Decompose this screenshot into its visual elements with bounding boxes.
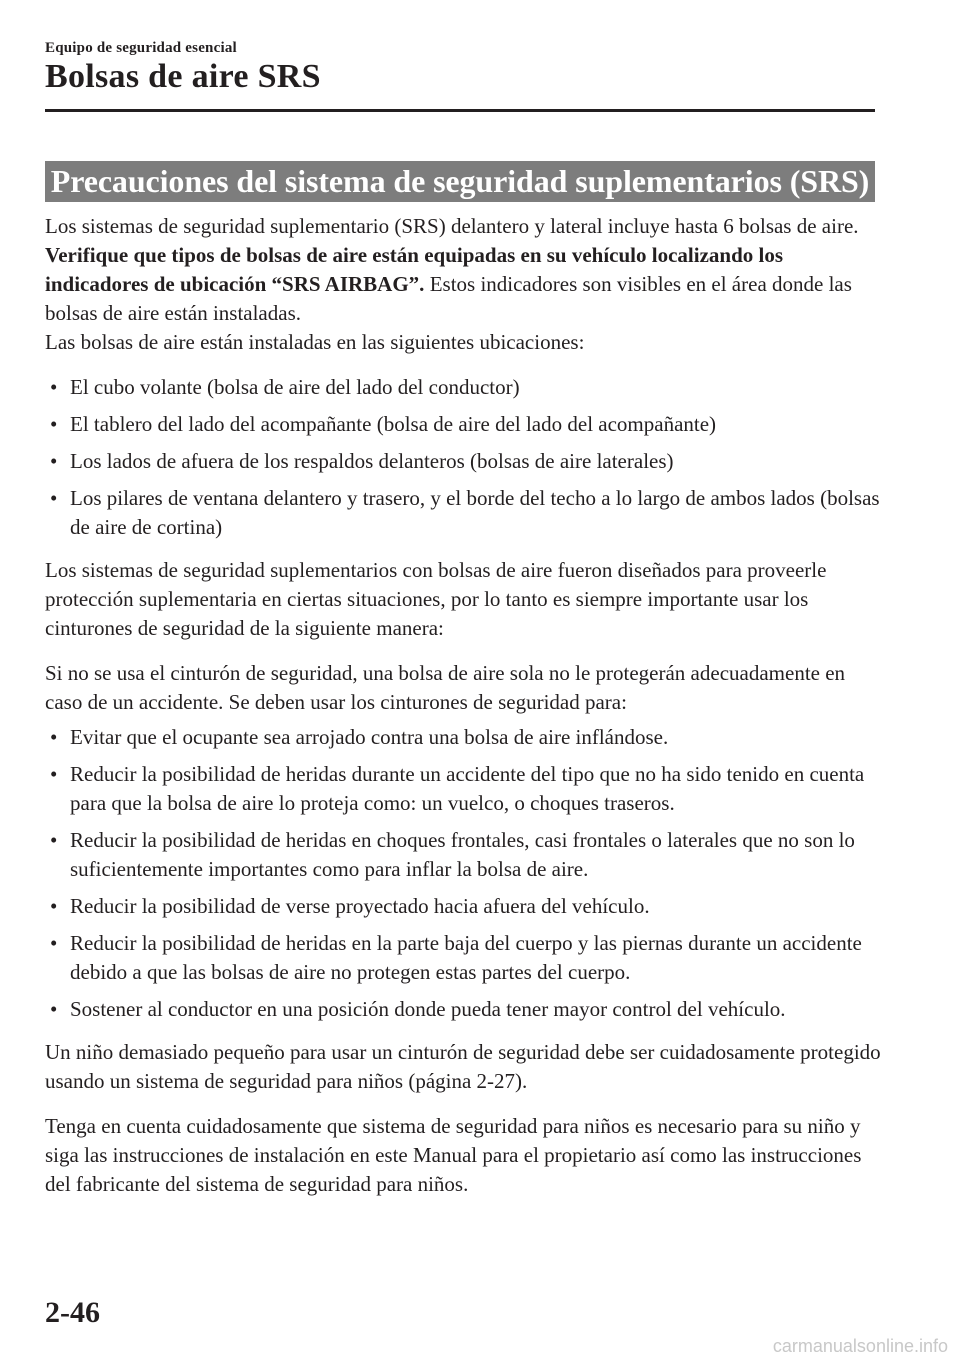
watermark: carmanualsonline.info bbox=[772, 1336, 948, 1356]
intro-text-end: Estos indicadores son visibles en el área donde las bolsas de aire están instaladas. bbox=[45, 272, 852, 325]
list-item: • Reducir la posibilidad de heridas en choques frontales, casi frontales o laterales que no son lo suficientemente importantes como para inflar la bolsa de aire. bbox=[50, 828, 855, 881]
bullet-icon: • bbox=[50, 931, 58, 955]
chapter-title: Bolsas de aire SRS bbox=[45, 58, 321, 95]
intro-emphasis: Verifique que tipos de bolsas de aire están equipadas en su vehículo localizando los indicadores de ubicación “SRS AIRBAG”. bbox=[45, 243, 784, 296]
bullet-icon: • bbox=[50, 725, 58, 749]
belt-reasons-list bbox=[45, 723, 885, 1024]
locations-lead: Las bolsas de aire están instaladas en las siguientes ubicaciones: bbox=[45, 330, 585, 354]
list-item: • Los pilares de ventana delantero y trasero, y el borde del techo a lo largo de ambos lados (bolsas de aire de cortina) bbox=[50, 486, 880, 539]
bullet-icon: • bbox=[50, 449, 58, 473]
bullet-icon: • bbox=[50, 828, 58, 852]
body-content bbox=[45, 212, 885, 1199]
bullet-icon: • bbox=[50, 762, 58, 786]
design-paragraph: Los sistemas de seguridad suplementarios con bolsas de aire fueron diseñados para proveerle protección suplementaria en ciertas situaciones, por lo tanto es siempre importante usar los cinturones de seguridad de la siguiente manera: bbox=[45, 558, 827, 640]
bullet-icon: • bbox=[50, 894, 58, 918]
belt-paragraph: Si no se usa el cinturón de seguridad, una bolsa de aire sola no le protegerán adecuadamente en caso de un accidente. Se deben usar los cinturones de seguridad para: bbox=[45, 661, 846, 714]
list-item: • Reducir la posibilidad de heridas en la parte baja del cuerpo y las piernas durante un accidente debido a que las bolsas de aire no protegen estas partes del cuerpo. bbox=[50, 931, 862, 984]
list-item: • Sostener al conductor en una posición donde pueda tener mayor control del vehículo. bbox=[45, 995, 885, 1024]
bullet-icon: • bbox=[50, 375, 58, 399]
list-item: • Los lados de afuera de los respaldos delanteros (bolsas de aire laterales) bbox=[45, 447, 885, 476]
bullet-icon: • bbox=[50, 486, 58, 510]
bullet-icon: • bbox=[50, 997, 58, 1021]
instructions-paragraph: Tenga en cuenta cuidadosamente que sistema de seguridad para niños es necesario para su niño y siga las instrucciones de instalación en este Manual para el propietario así como las instrucciones del fabricante del sistema de seguridad para niños. bbox=[45, 1114, 862, 1196]
intro-text: Los sistemas de seguridad suplementario (SRS) delantero y lateral incluye hasta 6 bolsas de aire. bbox=[45, 214, 859, 238]
list-item: • El cubo volante (bolsa de aire del lado del conductor) bbox=[45, 373, 885, 402]
list-item: • Reducir la posibilidad de verse proyectado hacia afuera del vehículo. bbox=[45, 892, 885, 921]
airbag-locations-list bbox=[45, 373, 885, 542]
intro-paragraph bbox=[45, 212, 885, 328]
header-divider bbox=[45, 109, 875, 112]
child-paragraph: Un niño demasiado pequeño para usar un cinturón de seguridad debe ser cuidadosamente protegido usando un sistema de seguridad para niños (página 2-27). bbox=[45, 1040, 881, 1093]
list-item: • Reducir la posibilidad de heridas durante un accidente del tipo que no ha sido tenido en cuenta para que la bolsa de aire lo proteja como: un vuelco, o choques traseros. bbox=[50, 762, 865, 815]
page-number: 2-46 bbox=[45, 1296, 100, 1329]
bullet-icon: • bbox=[50, 412, 58, 436]
breadcrumb: Equipo de seguridad esencial bbox=[45, 40, 237, 56]
list-item: • El tablero del lado del acompañante (bolsa de aire del lado del acompañante) bbox=[45, 410, 885, 439]
section-heading: Precauciones del sistema de seguridad suplementarios (SRS) bbox=[45, 161, 875, 202]
list-item: • Evitar que el ocupante sea arrojado contra una bolsa de aire inflándose. bbox=[45, 723, 885, 752]
